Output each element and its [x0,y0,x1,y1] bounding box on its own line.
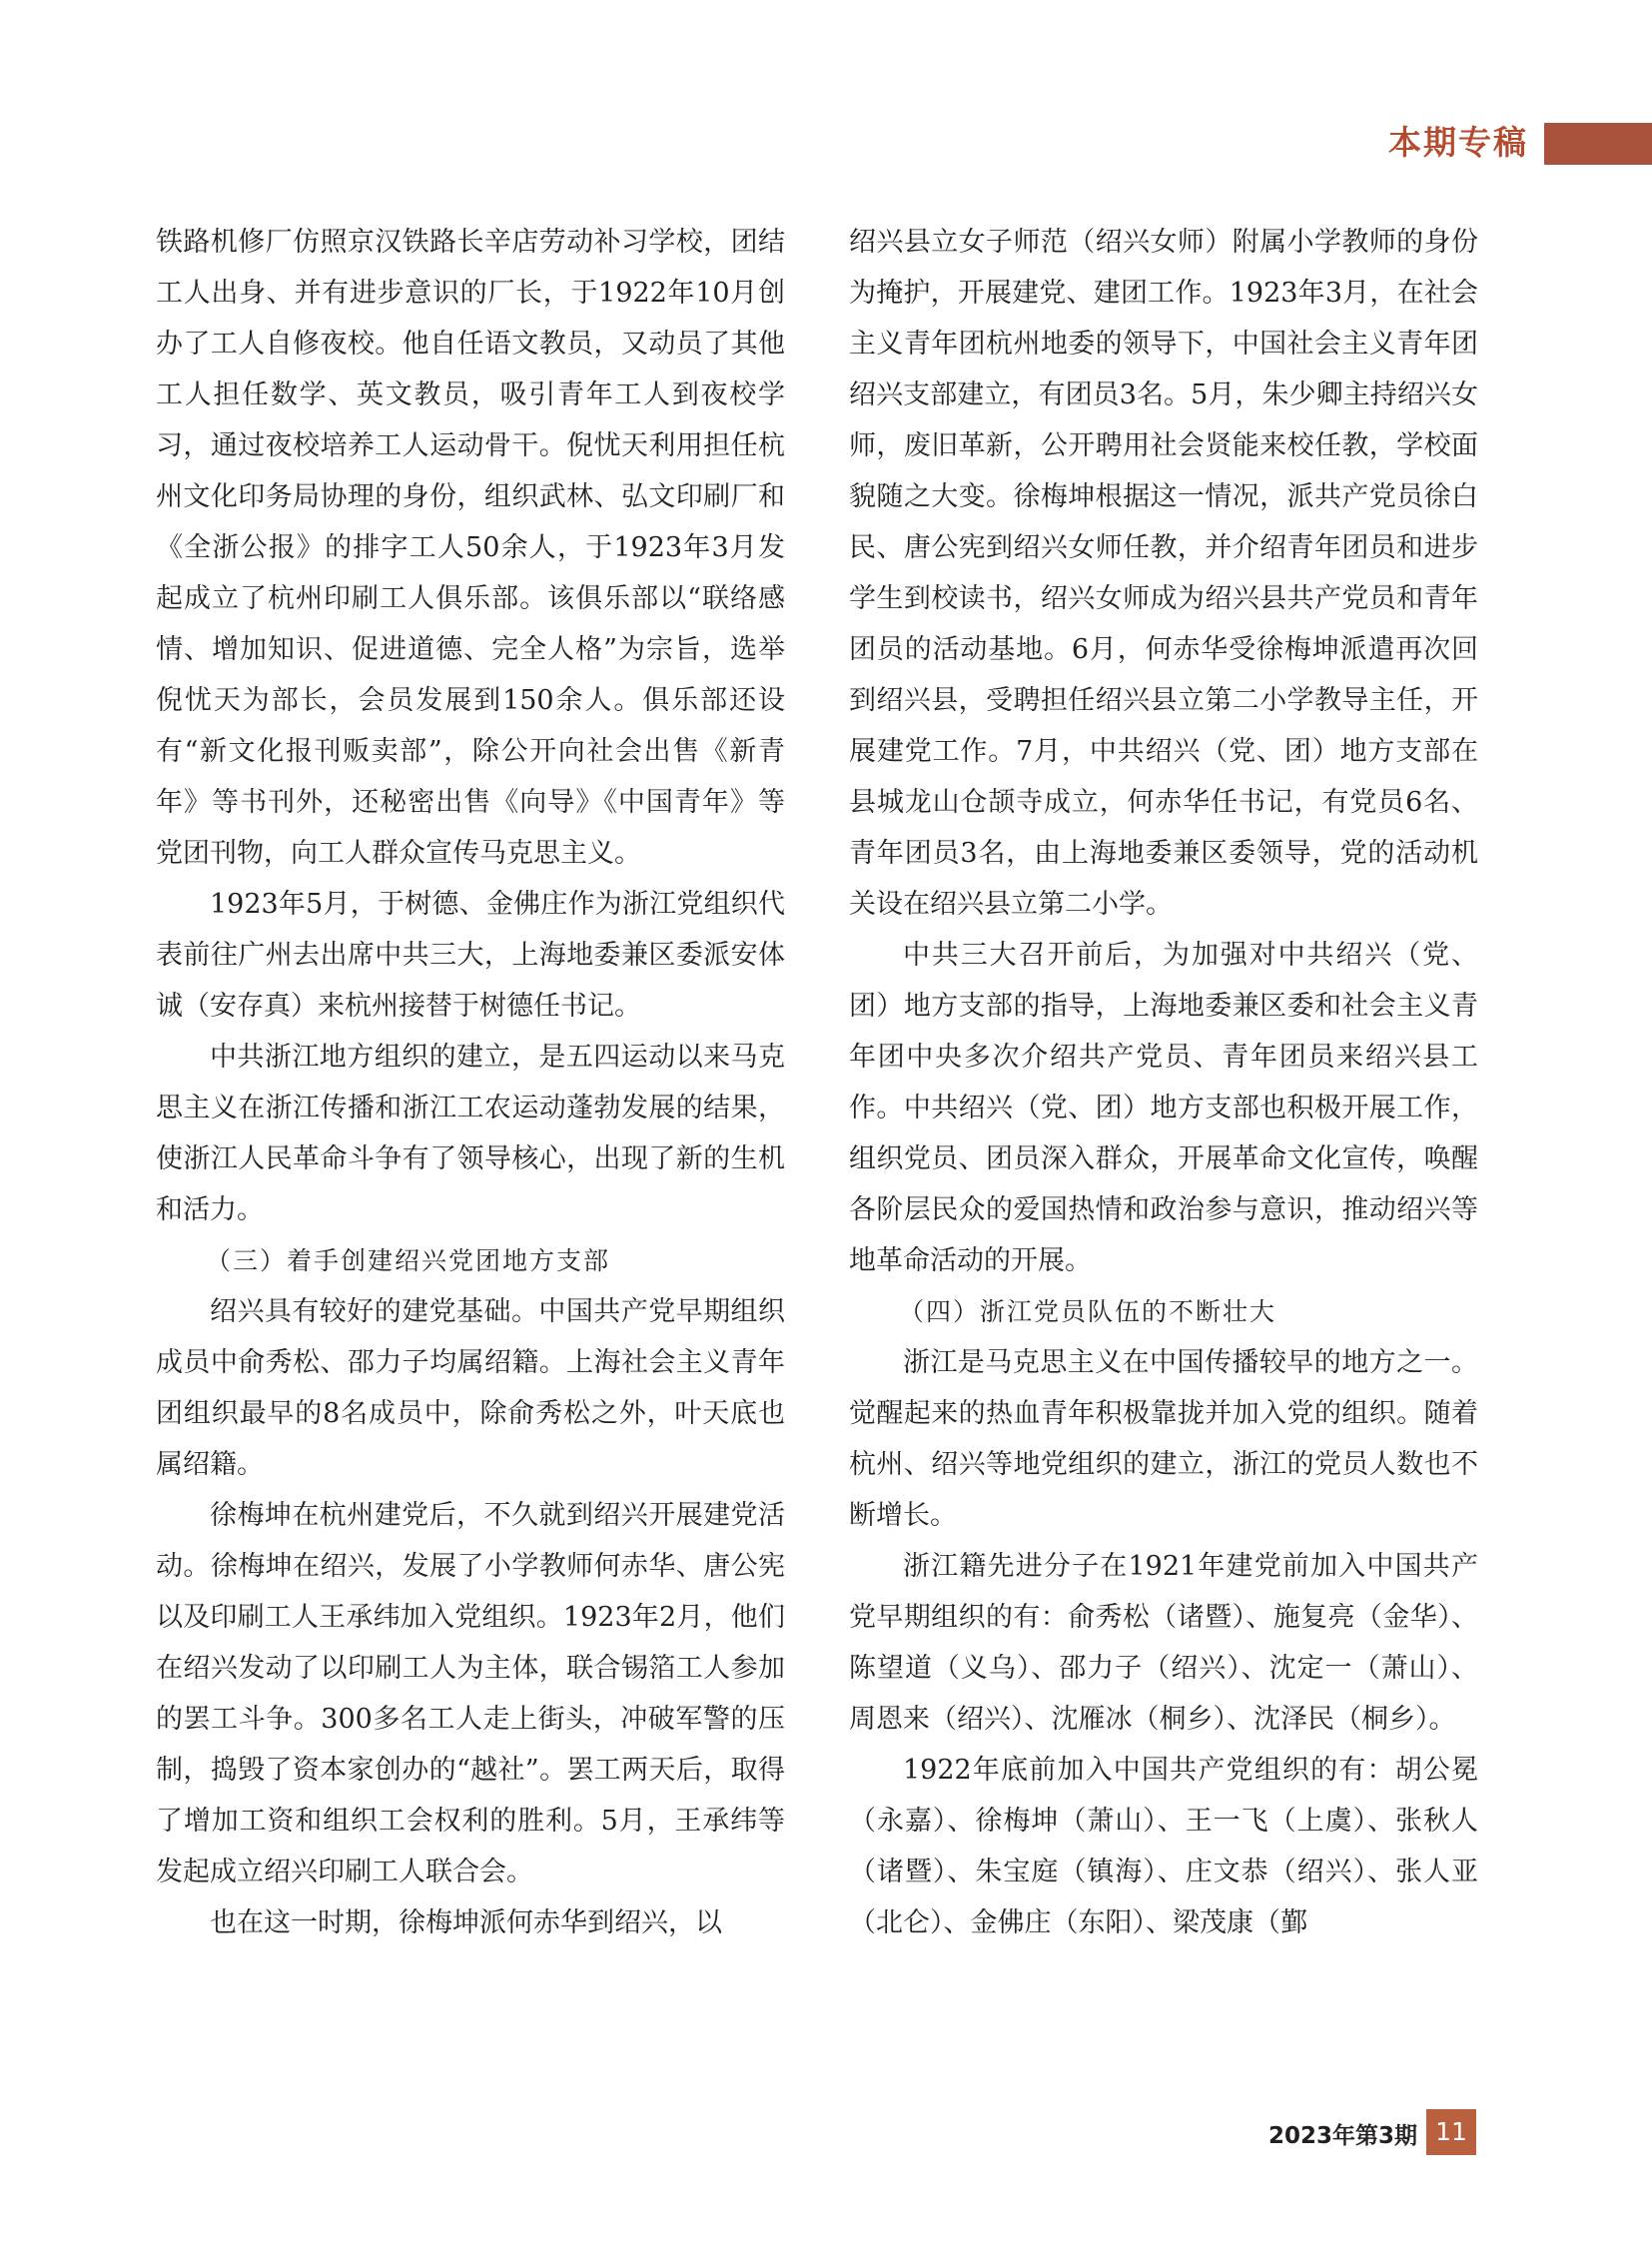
paragraph: 也在这一时期，徐梅坤派何赤华到绍兴，以 [210,1907,722,1938]
section-label: 本期专稿 [1388,123,1528,162]
right-text-column [849,217,1478,1948]
paragraph: 中共三大召开前后，为加强对中共绍兴（党、团）地方支部的指导，上海地委兼区委和社会主义青年团中央多次介绍共产党员、青年团员来绍兴县工作。中共绍兴（党、团）地方支部也积极开展工作，组织党员、团员深入群众，开展革命文化宣传，唤醒各阶层民众的爱国热情和政治参与意识，推动绍兴等地革命活动的开展。 [849,940,1478,1276]
paragraph: 绍兴县立女子师范（绍兴女师）附属小学教师的身份为掩护，开展建党、建团工作。1923年3月，在社会主义青年团杭州地委的领导下，中国社会主义青年团绍兴支部建立，有团员3名。5月，朱少卿主持绍兴女师，废旧革新，公开聘用社会贤能来校任教，学校面貌随之大变。徐梅坤根据这一情况，派共产党员徐白民、唐公宪到绍兴女师任教，并介绍青年团员和进步学生到校读书，绍兴女师成为绍兴县共产党员和青年团员的活动基地。6月，何赤华受徐梅坤派遣再次回到绍兴县，受聘担任绍兴县立第二小学教导主任，开展建党工作。7月，中共绍兴（党、团）地方支部在县城龙山仓颉寺成立，何赤华任书记，有党员6名、青年团员3名，由上海地委兼区委领导，党的活动机关设在绍兴县立第二小学。 [849,227,1478,920]
left-text-column [156,217,785,1948]
paragraph: 绍兴具有较好的建党基础。中国共产党早期组织成员中俞秀松、邵力子均属绍籍。上海社会主义青年团组织最早的8名成员中，除俞秀松之外，叶天底也属绍籍。 [156,1296,785,1480]
paragraph: 徐梅坤在杭州建党后，不久就到绍兴开展建党活动。徐梅坤在绍兴，发展了小学教师何赤华、唐公宪以及印刷工人王承纬加入党组织。1923年2月，他们在绍兴发动了以印刷工人为主体，联合锡箔工人参加的罢工斗争。300多名工人走上街头，冲破军警的压制，捣毁了资本家创办的“越社”。罢工两天后，取得了增加工资和组织工会权利的胜利。5月，王承纬等发起成立绍兴印刷工人联合会。 [156,1500,785,1887]
paragraph: 浙江籍先进分子在1921年建党前加入中国共产党早期组织的有：俞秀松（诸暨）、施复亮（金华）、陈望道（义乌）、邵力子（绍兴）、沈定一（萧山）、周恩来（绍兴）、沈雁冰（桐乡）、沈泽民（桐乡）。 [849,1551,1478,1735]
section-heading: （三）着手创建绍兴党团地方支部 [206,1246,611,1275]
paragraph: 1922年底前加入中国共产党组织的有：胡公冕（永嘉）、徐梅坤（萧山）、王一飞（上虞）、张秋人（诸暨）、朱宝庭（镇海）、庄文恭（绍兴）、张人亚（北仑）、金佛庄（东阳）、梁茂康（鄞 [849,1755,1478,1938]
paragraph: 铁路机修厂仿照京汉铁路长辛店劳动补习学校，团结工人出身、并有进步意识的厂长，于1922年10月创办了工人自修夜校。他自任语文教员，又动员了其他工人担任数学、英文教员，吸引青年工人到夜校学习，通过夜校培养工人运动骨干。倪忧天利用担任杭州文化印务局协理的身份，组织武林、弘文印刷厂和《全浙公报》的排字工人50余人，于1923年3月发起成立了杭州印刷工人俱乐部。该俱乐部以“联络感情、增加知识、促进道德、完全人格”为宗旨，选举倪忧天为部长，会员发展到150余人。俱乐部还设有“新文化报刊贩卖部”，除公开向社会出售《新青年》等书刊外，还秘密出售《向导》《中国青年》等党团刊物，向工人群众宣传马克思主义。 [156,227,785,869]
section-color-bar [1544,123,1652,165]
paragraph: 中共浙江地方组织的建立，是五四运动以来马克思主义在浙江传播和浙江工农运动蓬勃发展的结果，使浙江人民革命斗争有了领导核心，出现了新的生机和活力。 [156,1042,785,1225]
issue-label: 2023年第3期 [1268,2123,1418,2149]
paragraph: 浙江是马克思主义在中国传播较早的地方之一。觉醒起来的热血青年积极靠拢并加入党的组织。随着杭州、绍兴等地党组织的建立，浙江的党员人数也不断增长。 [849,1347,1478,1531]
section-heading: （四）浙江党员队伍的不断壮大 [899,1297,1277,1326]
paragraph: 1923年5月，于树德、金佛庄作为浙江党组织代表前往广州去出席中共三大，上海地委兼区委派安体诚（安存真）来杭州接替于树德任书记。 [156,889,785,1022]
page-number: 11 [1426,2109,1476,2155]
